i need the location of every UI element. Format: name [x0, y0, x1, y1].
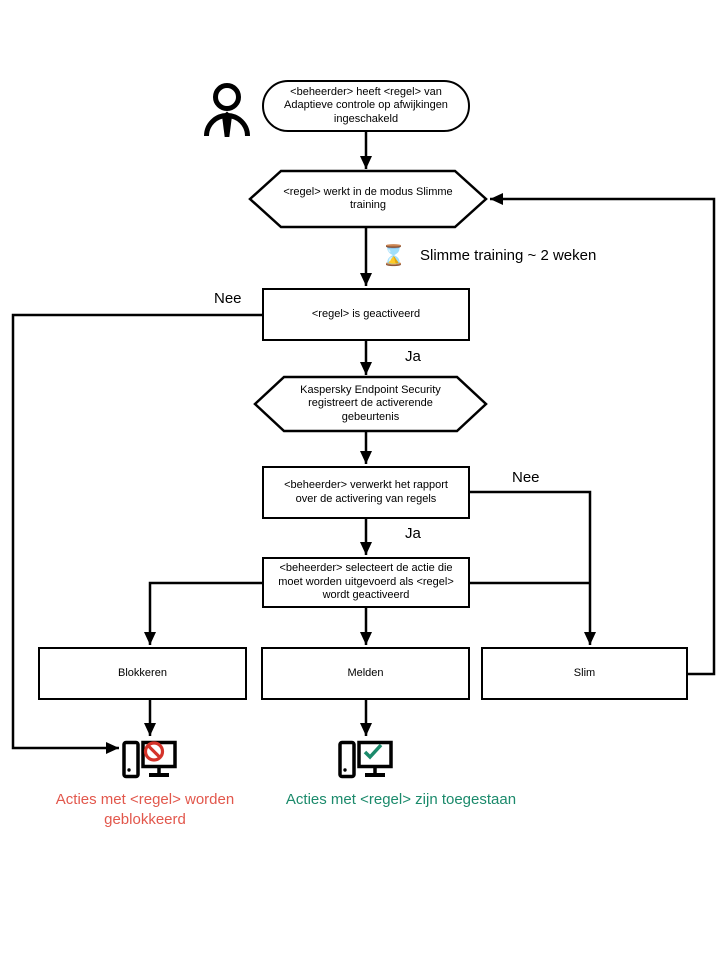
node-training-mode: <regel> werkt in de modus Slimme training [283, 185, 453, 211]
node-process-report: <beheerder> verwerkt het rapport over de activering van regels [262, 466, 470, 519]
node-start: <beheerder> heeft <regel> van Adaptieve controle op afwijkingen ingeschakeld [262, 80, 470, 132]
label-yes-report: Ja [405, 525, 421, 542]
node-select-action: <beheerder> selecteert de actie die moet worden uitgevoerd als <regel> wordt geactiveerd [262, 557, 470, 608]
label-no-report: Nee [512, 469, 540, 486]
tower-led [343, 768, 346, 771]
person-icon [207, 86, 248, 138]
training-duration-note: Slimme training ~ 2 weken [420, 247, 597, 264]
node-action-block: Blokkeren [38, 647, 247, 700]
computer-blocked-icon [120, 740, 178, 785]
result-allowed-text: Acties met <regel> zijn toegestaan [285, 791, 517, 808]
prohibition-icon [146, 743, 163, 760]
connector-no-to-smart [470, 492, 590, 645]
computer-allowed-icon [336, 740, 394, 785]
node-action-notify: Melden [261, 647, 470, 700]
connector-select-to-block [150, 583, 262, 645]
tower-led [127, 768, 130, 771]
node-action-smart: Slim [481, 647, 688, 700]
hourglass-icon: ⌛ [381, 245, 406, 267]
connector-smart-loop [490, 199, 714, 674]
node-register-event: Kaspersky Endpoint Security registreert de activerende gebeurtenis [300, 383, 441, 423]
label-yes-training: Ja [405, 348, 421, 365]
node-rule-activated: <regel> is geactiveerd [262, 288, 470, 341]
label-no-left: Nee [214, 290, 242, 307]
result-blocked-text: Acties met <regel> worden geblokkeerd [55, 791, 235, 828]
